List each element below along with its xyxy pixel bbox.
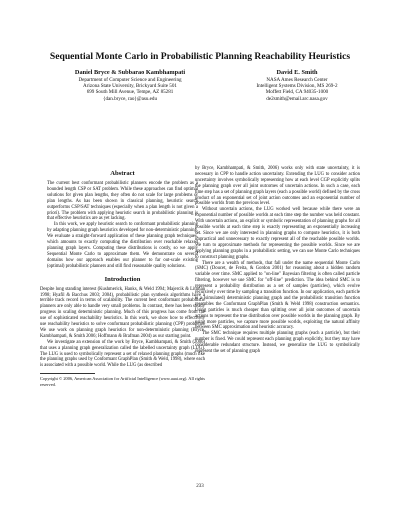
body-paragraph: The SMC technique requires multiple planning graphs (each a particle), but their number is fixed. We could represent each planning graph explicitly, but they may have considerable redundant structure. Instead, we generalize the LUG to symbolically represent the set of planning graph	[195, 331, 360, 355]
body-paragraph: Despite long standing interest (Kushmerick, Hanks, & Weld 1994; Majercik & Littman 1998; Hyafil & Bacchus 2003; 2004), probabilistic plan synthesis algorithms have a terrible track record in terms of scalability. The current best conformant probabilistic planners are only able to handle very small problems. In contrast, there has been steady progress in scaling deterministic planning. Much of this progress has come from the use of sophisticated reachability heuristics. In this work, we show how to effectively use reachability heuristics to solve conformant probabilistic planning (CPP) problems. We use work on planning graph heuristics for non-deterministic planning (Bryce, Kambhampati, & Smith 2006; Hoffmann & Brafman 2004) as our starting point.	[40, 286, 205, 339]
left-column	[40, 170, 205, 387]
author-names: Daniel Bryce & Subbarao Kambhampati	[74, 69, 186, 76]
body-paragraph: by Bryce, Kambhampati, & Smith, 2006) works only with state uncertainty, it is necessary in CPP to handle action uncertainty. Extending the LUG to consider action uncertainty involves symbolically representing how at each level CGP explicitly splits the planning graph over all joint outcomes of uncertain actions. In such a case, each time step has a set of planning graph layers (each a possible world) defined by the cross product of an exponential set of joint action outcomes and an exponential number of possible worlds from the previous level.	[195, 166, 360, 207]
body-paragraph: We investigate an extension of the work by Bryce, Kambhampati, & Smith (2006) that uses a planning graph generalization called the labelled uncertainty graph (LUG). The LUG is used to symbolically represent a set of relaxed planning graphs (much like the planning graphs used by Conformant GraphPlan (Smith & Weld, 1998), where each is associated with a possible world. While the LUG (as described	[40, 339, 205, 369]
author-section	[0, 69, 400, 103]
footnote-divider	[40, 373, 95, 374]
author-email: de2smith@email.arc.nasa.gov	[266, 95, 328, 102]
affiliation-line: NASA Ames Research Center	[266, 76, 328, 83]
body-paragraph: Without uncertain actions, the LUG worked well because while there were an exponential number of possible worlds at each time step the number was held constant. With uncertain actions, an explicit or symbolic representation of planning graphs for all possible worlds at each time step is exactly representing an exponentially increasing set. Since we are only interested in planning graphs to compute heuristics, it is both impractical and unnecessary to exactly represent all of the reachable possible worlds. We turn to approximate methods for representing the possible worlds. Since we are applying planning graphs in a probabilistic setting, we can use Monte Carlo techniques to construct planning graphs.	[195, 207, 360, 260]
affiliation-line: Moffett Field, CA 94035-1000	[265, 89, 329, 96]
author-block-nasa	[222, 69, 372, 102]
author-block-asu	[45, 69, 215, 102]
introduction-heading: Introduction	[104, 275, 141, 283]
page-number: 233	[196, 484, 204, 489]
abstract-paragraph: The current best conformant probabilistic planners encode the problem as a bounded length CSP or SAT problem. While these approaches can find optimal solutions for given plan lengths, they often do not scale for large problems or plan lengths. As has been shown in classical planning, heuristic search outperforms CSP/SAT techniques (especially when a plan length is not given a priori). The problem with applying heuristic search in probabilistic planning is that effective heuristics are as yet lacking.	[47, 181, 198, 222]
paper-title: Sequential Monte Carlo in Probabilistic Planning Reachability Heuristics	[49, 51, 351, 62]
author-email: {dan.bryce, rao}@asu.edu	[103, 95, 157, 102]
affiliation-line: Department of Computer Science and Engineering	[78, 76, 182, 83]
right-column	[195, 166, 360, 355]
author-names: David E. Smith	[276, 69, 318, 76]
affiliation-line: 699 South Mill Avenue, Tempe, AZ 85281	[86, 89, 174, 96]
abstract-paragraph: In this work, we apply heuristic search to conformant probabilistic planning by adapting planning graph heuristics developed for non-deterministic planning. We evaluate a straight-forward application of these planning graph techniques, which amounts to exactly computing the distribution over reachable relaxed planning graph layers. Computing these distributions is costly, so we apply Sequential Monte Carlo to approximate them. We demonstrate on several domains how our approach enables our planner to far out-scale existing (optimal) probabilistic planners and still find reasonable quality solutions.	[47, 222, 198, 269]
affiliation-line: Intelligent Systems Division, MS 269-2	[256, 83, 338, 89]
copyright-footnote: Copyright © 2006, American Association for Artificial Intelligence (www.aaai.org). All rights reserved.	[40, 376, 205, 387]
abstract-heading: Abstract	[110, 170, 135, 177]
body-paragraph: There are a wealth of methods, that fall under the name sequential Monte Carlo (SMC) (Doucet, de Freita, & Gordon 2001) for reasoning about a hidden random variable over time. SMC applied to "on-line" Bayesian filtering is often called particle filtering, however we use SMC for "off-line" prediction. The idea behind SMC is to represent a probability distribution as a set of samples (particles), which evolve recursively over time by sampling a transition function. In our application, each particle is a (simulated) deterministic planning graph and the probabilistic transition function resembles the Conformant GraphPlan (Smith & Weld 1998) construction semantics. Using particles is much cheaper than splitting over all joint outcomes of uncertain actions to represent the true distribution over possible worlds in the planning graph. By using more particles, we capture more possible worlds, exploiting the natural affinity between SMC approximation and heuristic accuracy.	[195, 260, 360, 331]
affiliation-line: Arizona State University, Brickyard Suite 501	[83, 83, 177, 89]
abstract-body	[40, 181, 205, 270]
